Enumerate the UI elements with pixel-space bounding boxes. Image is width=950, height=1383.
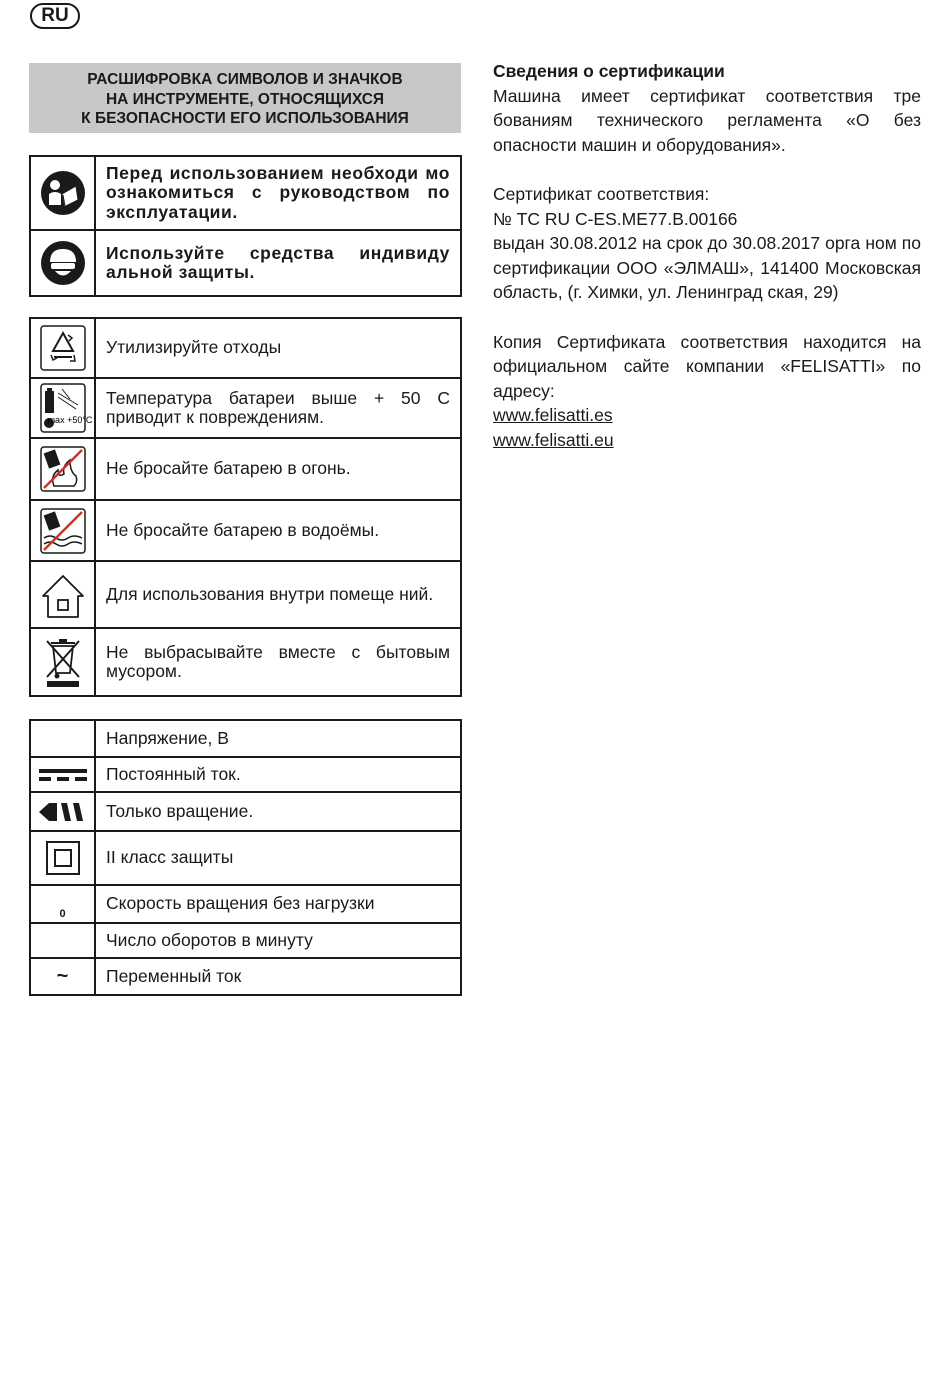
table-row xyxy=(30,318,461,378)
no-battery-fire-icon xyxy=(31,446,94,492)
certificate-label: Сертификат соответствия: xyxy=(493,183,710,204)
battery-row-text: Не бросайте батарею в огонь. xyxy=(95,438,461,500)
header-line-2: НА ИНСТРУМЕНТЕ, ОТНОСЯЩИХСЯ xyxy=(105,90,385,108)
icon-cell xyxy=(30,230,95,296)
safety-row-text: Используйте средства индивиду альной защиты. xyxy=(95,230,461,296)
icon-cell xyxy=(30,792,95,831)
electrical-row-text: Только вращение. xyxy=(95,792,461,831)
no-battery-water-icon xyxy=(31,508,94,554)
icon-cell xyxy=(30,500,95,561)
safety-row-text: Перед использованием необходи мо ознакомиться с руководством по эксплуатации. xyxy=(95,156,461,230)
certificate-issued: выдан 30.08.2012 на срок до 30.08.2017 орга ном по сертификации ООО «ЭЛМАШ», 141400 Московская область, (г. Химки, ул. Ленинград ская, 29) xyxy=(493,233,921,303)
icon-cell xyxy=(30,378,95,438)
website-link-eu[interactable]: www.felisatti.eu xyxy=(493,429,614,450)
battery-row-text: Температура батареи выше + 50 С приводит к повреждениям. xyxy=(95,378,461,438)
alternating-current-icon: ~ xyxy=(56,965,69,987)
icon-cell xyxy=(30,561,95,628)
electrical-symbols-table xyxy=(29,719,462,996)
electrical-row-text: Переменный ток xyxy=(95,958,461,995)
icon-cell xyxy=(30,831,95,885)
icon-cell xyxy=(30,885,95,923)
recycle-icon xyxy=(31,325,94,371)
battery-row-text: Утилизируйте отходы xyxy=(95,318,461,378)
read-manual-icon xyxy=(31,170,94,216)
certification-title: Сведения о сертификации xyxy=(493,61,725,81)
table-row xyxy=(30,561,461,628)
electrical-row-text: Число оборотов в минуту xyxy=(95,923,461,958)
table-row xyxy=(30,958,461,995)
indoor-use-icon xyxy=(31,570,94,620)
certification-intro: Машина имеет сертификат соответствия тре бованиям технического регламента «О без опасности машин и оборудования». xyxy=(493,85,921,155)
table-row xyxy=(30,230,461,296)
no-load-speed-icon: 0 xyxy=(59,908,66,920)
battery-row-text: Для использования внутри помеще ний. xyxy=(95,561,461,628)
table-row xyxy=(30,500,461,561)
safety-symbols-table xyxy=(29,155,462,297)
table-row xyxy=(30,628,461,696)
certificate-copy-note: Копия Сертификата соответствия находится на официальном сайте компании «FELISATTI» по адресу: xyxy=(493,331,921,401)
table-row xyxy=(30,831,461,885)
battery-row-text: Не выбрасывайте вместе с бытовым мусором. xyxy=(95,628,461,696)
icon-cell xyxy=(30,318,95,378)
certificate-number: № ТС RU C-ES.ME77.B.00166 xyxy=(493,208,738,229)
icon-cell xyxy=(30,958,95,995)
icon-cell xyxy=(30,757,95,792)
battery-row-text: Не бросайте батарею в водоёмы. xyxy=(95,500,461,561)
table-row xyxy=(30,720,461,757)
crossed-bin-icon xyxy=(31,635,94,689)
electrical-row-text: Напряжение, В xyxy=(95,720,461,757)
icon-cell xyxy=(30,923,95,958)
table-row xyxy=(30,438,461,500)
electrical-row-text: Скорость вращения без нагрузки xyxy=(95,885,461,923)
table-row xyxy=(30,757,461,792)
class-ii-icon xyxy=(31,841,94,875)
header-line-1: РАСШИФРОВКА СИМВОЛОВ И ЗНАЧКОВ xyxy=(87,71,403,88)
battery-symbols-table xyxy=(29,317,462,697)
table-row xyxy=(30,923,461,958)
certification-section xyxy=(493,59,921,453)
icon-cell xyxy=(30,628,95,696)
table-row xyxy=(30,156,461,230)
language-badge: RU xyxy=(30,3,80,29)
header-line-3: К БЕЗОПАСНОСТИ ЕГО ИСПОЛЬЗОВАНИЯ xyxy=(81,110,409,127)
icon-cell xyxy=(30,720,95,757)
icon-cell xyxy=(30,156,95,230)
icon-cell xyxy=(30,438,95,500)
battery-temperature-icon xyxy=(31,383,94,433)
protective-equipment-icon xyxy=(31,240,94,286)
symbols-section-header xyxy=(29,63,461,133)
table-row xyxy=(30,792,461,831)
table-row xyxy=(30,378,461,438)
direct-current-icon xyxy=(31,767,94,783)
electrical-row-text: II класс защиты xyxy=(95,831,461,885)
electrical-row-text: Постоянный ток. xyxy=(95,757,461,792)
table-row xyxy=(30,885,461,923)
website-link-es[interactable]: www.felisatti.es xyxy=(493,405,613,426)
battery-temperature-label: max +50°C xyxy=(47,415,92,425)
rotation-only-icon xyxy=(31,802,94,822)
